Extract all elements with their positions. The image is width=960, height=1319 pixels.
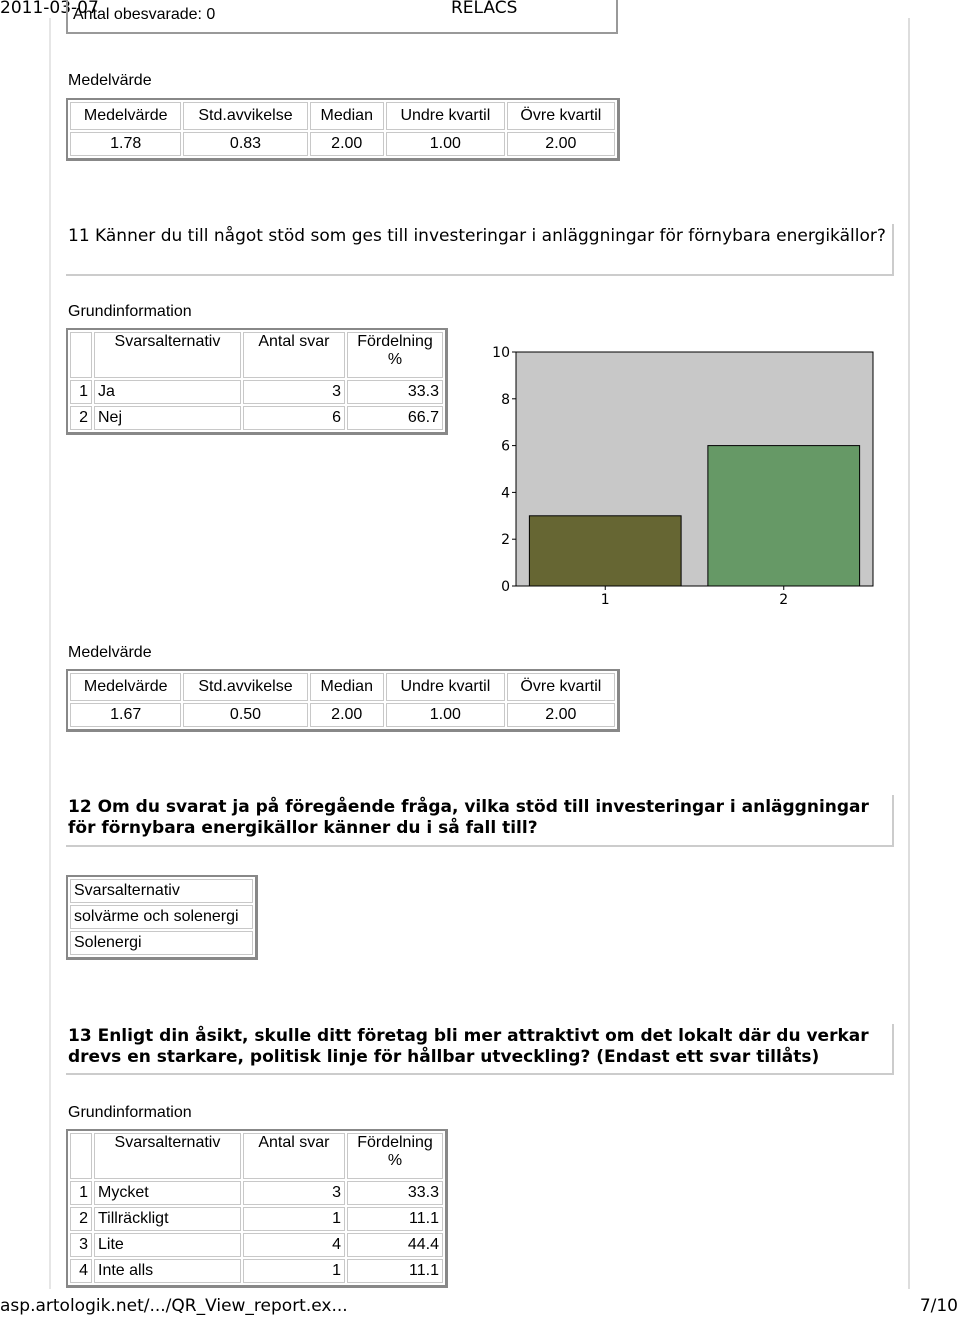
list-item: solvärme och solenergi: [70, 905, 253, 929]
table-row: 2 Tillräckligt 1 11.1: [70, 1207, 443, 1231]
y-tick-label: 6: [501, 438, 510, 455]
footer-page-number: 7/10: [919, 1296, 958, 1316]
stats-value: 2.00: [507, 132, 615, 156]
q11-info-table: [66, 328, 448, 435]
table-row: 3 Lite 4 44.4: [70, 1233, 443, 1257]
y-tick-label: 0: [501, 579, 510, 595]
q11-stats-label: Medelvärde: [68, 644, 152, 661]
q12-answers-table: [66, 875, 258, 960]
stats-header: Medelvärde: [70, 673, 181, 701]
stats-header: Std.avvikelse: [183, 102, 307, 130]
page-right-rule: [908, 18, 910, 1290]
y-tick-label: 4: [501, 485, 510, 502]
q12-title: 12 Om du svarat ja på föregående fråga, vilka stöd till investeringar i anläggningar för förnybara energikällor känner du i så fall till?: [66, 795, 894, 847]
bar: [529, 516, 681, 586]
q11-bar-chart: [488, 340, 888, 610]
info-header: Svarsalternativ: [94, 332, 241, 378]
stats-header: Medelvärde: [70, 102, 181, 130]
unanswered-box: [66, 0, 618, 34]
header-title: RELACS: [451, 0, 518, 18]
stats-header: Std.avvikelse: [183, 673, 307, 701]
q11-info-label: Grundinformation: [68, 303, 192, 320]
q11-stats-table: [66, 669, 620, 732]
stats-value: 2.00: [507, 703, 615, 727]
q13-info-label: Grundinformation: [68, 1104, 192, 1121]
stats-header: Övre kvartil: [507, 102, 615, 130]
q13-title: 13 Enligt din åsikt, skulle ditt företag bli mer attraktivt om det lokalt där du verkar drevs en starkare, politisk linje för hållbar utveckling? (Endast ett svar tillåts): [66, 1024, 894, 1075]
x-tick-label: 2: [779, 592, 789, 608]
stats-value: 0.50: [183, 703, 307, 727]
stats-value: 1.00: [386, 132, 505, 156]
table-row: 1 Mycket 3 33.3: [70, 1181, 443, 1205]
table-row: 4 Inte alls 1 11.1: [70, 1259, 443, 1283]
info-header: Antal svar: [243, 1133, 345, 1179]
stats-header: Undre kvartil: [386, 102, 505, 130]
q11-title: 11 Känner du till något stöd som ges till investeringar i anläggningar för förnybara energikällor?: [66, 224, 894, 276]
bar: [708, 446, 860, 586]
info-header: Antal svar: [243, 332, 345, 378]
q10-stats-table: [66, 98, 620, 161]
table-row: 1 Ja 3 33.3: [70, 380, 443, 404]
stats-value: 1.78: [70, 132, 181, 156]
stats-header: Median: [310, 673, 384, 701]
table-row: 2 Nej 6 66.7: [70, 406, 443, 430]
footer-url: asp.artologik.net/.../QR_View_report.ex...: [0, 1296, 348, 1316]
q10-stats-label: Medelvärde: [68, 72, 152, 89]
stats-value: 1.00: [386, 703, 505, 727]
stats-value: 0.83: [183, 132, 307, 156]
page-left-rule: [49, 18, 51, 1290]
alt-header: Svarsalternativ: [70, 879, 253, 903]
info-header: Fördelning %: [347, 1133, 443, 1179]
y-tick-label: 8: [501, 391, 510, 408]
list-item: Solenergi: [70, 931, 253, 955]
stats-header: Övre kvartil: [507, 673, 615, 701]
y-tick-label: 2: [501, 532, 510, 549]
stats-header: Median: [310, 102, 384, 130]
stats-value: 1.67: [70, 703, 181, 727]
stats-header: Undre kvartil: [386, 673, 505, 701]
q13-info-table: [66, 1129, 448, 1288]
y-tick-label: 10: [492, 345, 510, 361]
header-date: 2011-03-07: [0, 0, 99, 18]
stats-value: 2.00: [310, 703, 384, 727]
info-header: Svarsalternativ: [94, 1133, 241, 1179]
info-header: Fördelning %: [347, 332, 443, 378]
stats-value: 2.00: [310, 132, 384, 156]
x-tick-label: 1: [600, 592, 610, 608]
unanswered-text: Antal obesvarade: 0: [73, 6, 216, 23]
